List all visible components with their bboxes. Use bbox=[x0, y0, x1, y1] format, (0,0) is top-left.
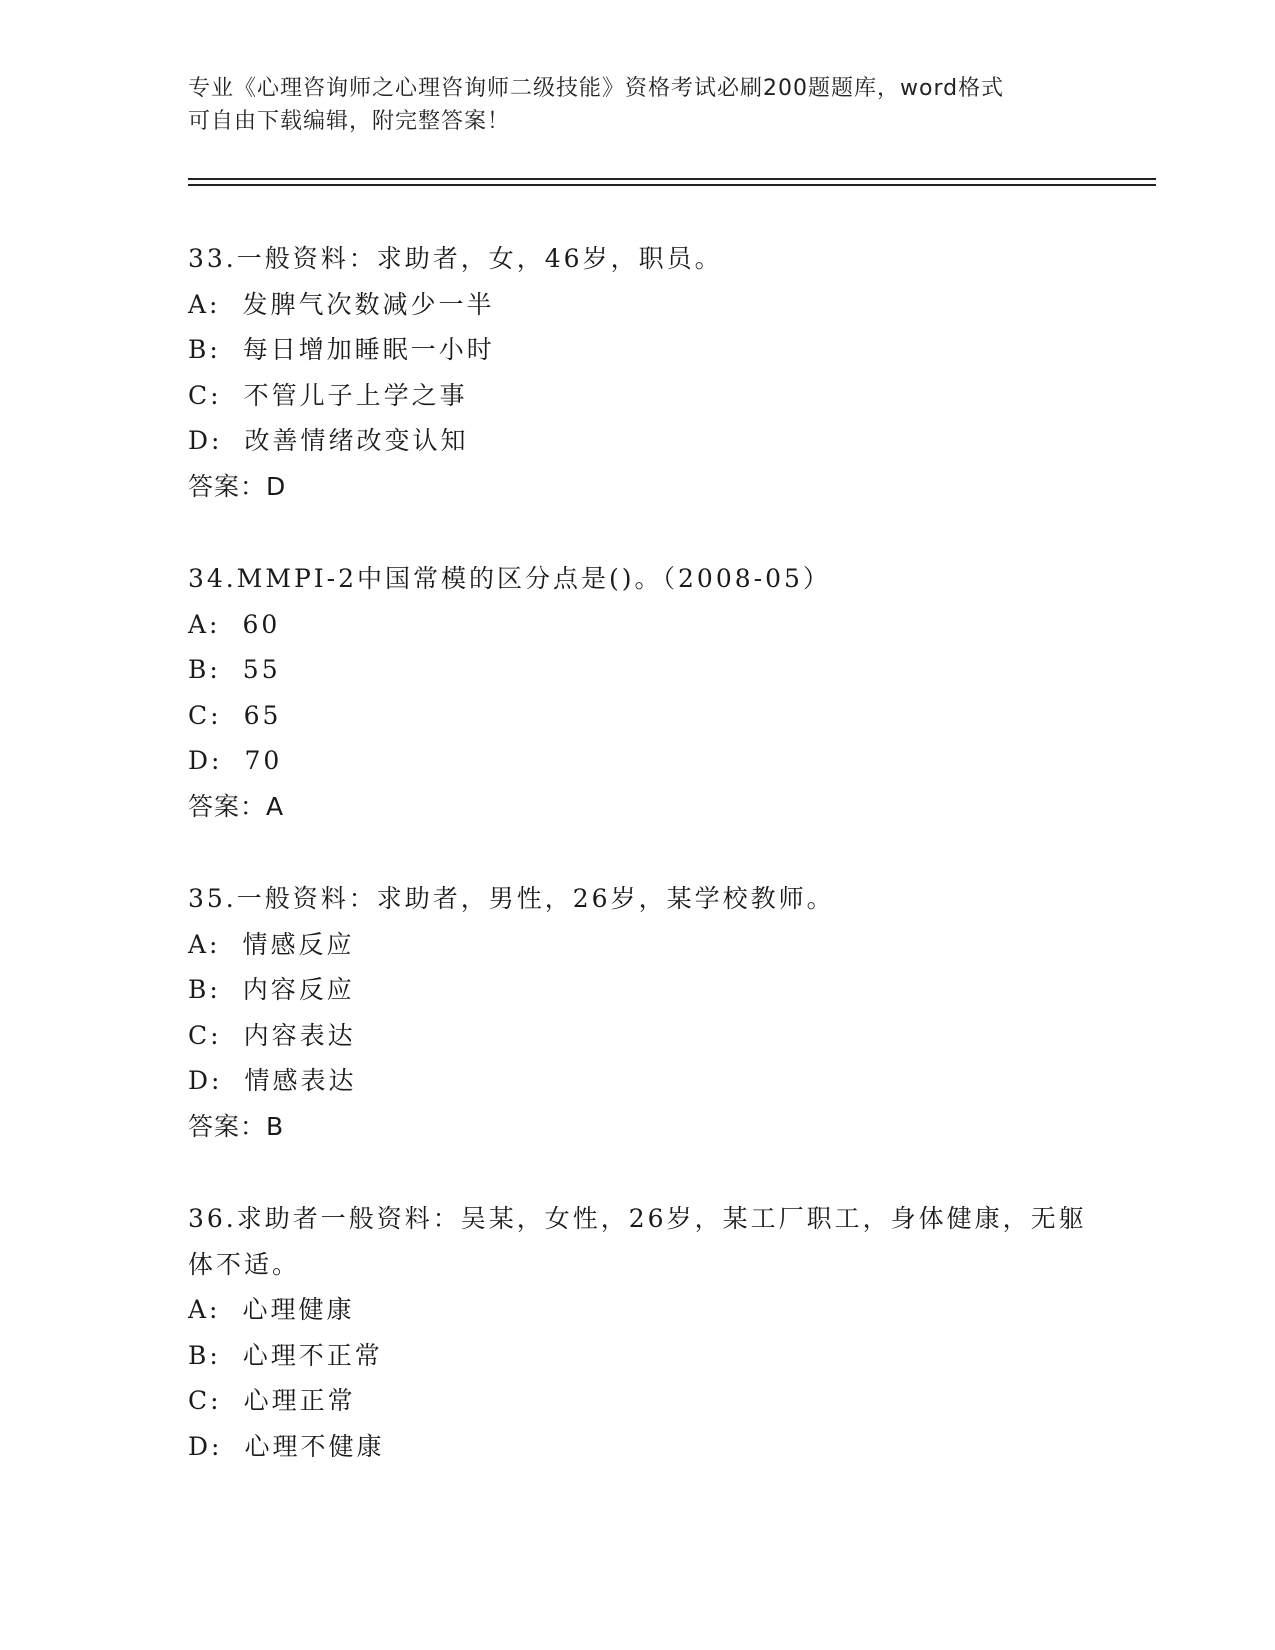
option-d bbox=[188, 738, 1108, 784]
option-a bbox=[188, 282, 1108, 328]
option-key: A: bbox=[188, 609, 221, 639]
option-text: 不管儿子上学之事 bbox=[243, 380, 468, 410]
question-list bbox=[188, 236, 1108, 1516]
option-key: D: bbox=[188, 1431, 223, 1461]
option-key: B: bbox=[188, 335, 221, 364]
header-line-2: 可自由下载编辑，附完整答案！ bbox=[188, 109, 511, 134]
question-stem: 一般资料：求助者，女，46岁，职员。 bbox=[236, 244, 723, 273]
option-key: D: bbox=[188, 746, 223, 775]
answer-line: 答案：D bbox=[188, 471, 287, 501]
question-text bbox=[188, 876, 1108, 922]
option-key: C: bbox=[188, 700, 222, 730]
question-stem: 一般资料：求助者，男性，26岁，某学校教师。 bbox=[236, 884, 835, 913]
header-divider-bottom bbox=[188, 184, 1156, 186]
option-text: 发脾气次数减少一半 bbox=[242, 289, 495, 319]
option-key: D: bbox=[188, 426, 223, 455]
option-key: A: bbox=[188, 929, 221, 959]
answer-line: 答案：A bbox=[188, 791, 285, 821]
option-key: A: bbox=[188, 289, 221, 319]
question-number: 33. bbox=[188, 244, 237, 273]
option-a bbox=[188, 1287, 1108, 1333]
question-text bbox=[188, 236, 1108, 282]
option-b bbox=[188, 647, 1108, 693]
option-key: B: bbox=[188, 655, 221, 684]
option-c bbox=[188, 1378, 1108, 1424]
answer-line: 答案：B bbox=[188, 1111, 285, 1141]
question-text bbox=[188, 1196, 1108, 1287]
option-text: 70 bbox=[244, 746, 283, 775]
option-key: C: bbox=[188, 380, 222, 410]
option-text: 改善情绪改变认知 bbox=[244, 426, 469, 455]
option-b bbox=[188, 967, 1108, 1013]
option-b bbox=[188, 1333, 1108, 1379]
option-text: 情感反应 bbox=[242, 929, 355, 959]
question-33 bbox=[188, 236, 1108, 509]
option-c bbox=[188, 1013, 1108, 1059]
option-text: 心理不正常 bbox=[242, 1340, 383, 1370]
option-key: B: bbox=[188, 975, 221, 1004]
option-d bbox=[188, 1058, 1108, 1104]
question-36 bbox=[188, 1196, 1108, 1469]
option-text: 心理健康 bbox=[242, 1295, 355, 1324]
question-number: 36. bbox=[188, 1204, 237, 1233]
option-text: 65 bbox=[243, 700, 282, 730]
option-key: C: bbox=[188, 1020, 222, 1050]
option-a bbox=[188, 602, 1108, 648]
option-a bbox=[188, 922, 1108, 968]
option-key: B: bbox=[188, 1340, 221, 1370]
option-text: 心理正常 bbox=[243, 1386, 356, 1415]
question-34 bbox=[188, 556, 1108, 829]
document-header bbox=[188, 72, 1088, 138]
option-key: D: bbox=[188, 1066, 223, 1095]
option-b bbox=[188, 327, 1108, 373]
option-key: C: bbox=[188, 1386, 222, 1415]
option-text: 55 bbox=[242, 655, 281, 684]
question-text bbox=[188, 556, 1108, 602]
option-text: 内容反应 bbox=[242, 975, 355, 1004]
option-c bbox=[188, 373, 1108, 419]
question-number: 35. bbox=[188, 884, 237, 913]
option-key: A: bbox=[188, 1295, 221, 1324]
option-text: 内容表达 bbox=[243, 1020, 356, 1050]
header-divider-top bbox=[188, 178, 1156, 180]
question-stem: MMPI-2中国常模的区分点是()。（2008-05） bbox=[236, 564, 831, 593]
option-text: 心理不健康 bbox=[244, 1431, 385, 1461]
option-text: 情感表达 bbox=[244, 1066, 357, 1095]
option-d bbox=[188, 1424, 1108, 1470]
question-35 bbox=[188, 876, 1108, 1149]
question-number: 34. bbox=[188, 564, 237, 593]
option-d bbox=[188, 418, 1108, 464]
header-line-1: 专业《心理咨询师之心理咨询师二级技能》资格考试必刷200题题库，word格式 bbox=[188, 76, 1005, 101]
option-text: 60 bbox=[242, 609, 281, 639]
option-text: 每日增加睡眠一小时 bbox=[242, 335, 495, 364]
question-stem: 求助者一般资料：吴某，女性，26岁，某工厂职工，身体健康，无躯体不适。 bbox=[188, 1204, 1087, 1279]
option-c bbox=[188, 693, 1108, 739]
